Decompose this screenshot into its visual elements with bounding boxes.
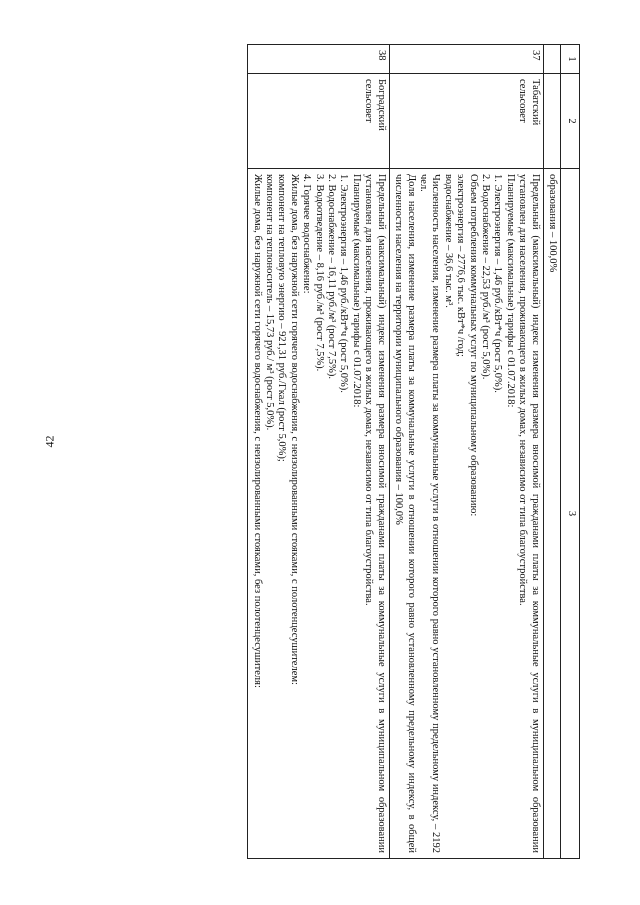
desc-line: Планируемые (максимальные) тарифы с 01.07.2018: [350, 174, 362, 408]
row-number: 38 [248, 45, 389, 74]
page-number: 42 [42, 435, 57, 448]
desc-line: 1. Электроэнергия – 1,46 руб./кВт*ч (рост 5,0%). [338, 174, 350, 393]
row-description [389, 169, 543, 859]
table-row [389, 45, 543, 859]
desc-line: электроэнергия – 2776,6 тыс. кВт*ч /год; [455, 174, 467, 357]
desc-line: 2. Водоснабжение – 16,11 руб./м³ (рост 7,5%). [326, 174, 338, 380]
table-header-row [561, 45, 580, 859]
municipality-name: Табатский сельсовет [389, 74, 543, 169]
row-description [248, 169, 389, 859]
continuation-text: образования – 100,0% [543, 169, 560, 859]
municipality-name: Боградский сельсовет [248, 74, 389, 169]
municipal-tariff-table [247, 44, 580, 859]
desc-line: Жилые дома, без наружной сети горячего водоснабжения, с неизолированными стояками, без полотенцесушителя: [251, 174, 263, 688]
header-col-3: 3 [561, 169, 580, 859]
desc-line: Жилые дома, без наружной сети горячего водоснабжения, с неизолированными стояками, с полотенцесушителем: [288, 174, 300, 685]
desc-line: компонент на теплоноситель – 15,73 руб./ м³ (рост 5,0%). [264, 174, 276, 431]
desc-line: Численность населения, изменение размера платы за коммунальные услуги в отношении которого равно установленному предельному индексу, – 2192 чел. [417, 174, 442, 853]
desc-line: Планируемые (максимальные) тарифы с 01.07.2018: [504, 174, 516, 408]
desc-line: Доля населения, изменение размера платы за коммунальные услуги в отношении которого равно установленному предельному индексу, в общей численности населения на территории муниципального образования – 100,0% [393, 174, 417, 853]
desc-line: 2. Водоснабжение – 22,53 руб./м³ (рост 5,0%). [479, 174, 491, 380]
desc-line: 1. Электроэнергия – 1,46 руб./кВт*ч (рост 5,0%). [492, 174, 504, 393]
desc-line: компонент на тепловую энергию – 921,31 руб./Гкал (рост 5,0%); [276, 174, 288, 462]
rotated-page-content [120, 44, 580, 859]
continuation-row [543, 45, 560, 859]
desc-line: Предельный (максимальный) индекс изменения размера вносимой гражданами платы за коммунальные услуги в муниципальном образовании установлен для населения, проживающего в жилых домах, независимо от типа благоустройства. [517, 174, 541, 853]
desc-line: 4. Горячее водоснабжение: [301, 174, 313, 294]
desc-line: Объем потребления коммунальных услуг по муниципальному образованию: [467, 174, 479, 517]
row-number: 37 [389, 45, 543, 74]
desc-line: водоснабжение – 36,6 тыс. м³. [442, 174, 454, 308]
table-row [248, 45, 389, 859]
desc-line: Предельный (максимальный) индекс изменения размера вносимой гражданами платы за коммунальные услуги в муниципальном образовании установлен для населения, проживающего в жилых домах, независимо от типа благоустройства. [363, 174, 387, 853]
header-col-1: 1 [561, 45, 580, 74]
desc-line: 3. Водоотведение – 8,16 руб./м³ (рост 7,5%). [313, 174, 325, 372]
header-col-2: 2 [561, 74, 580, 169]
